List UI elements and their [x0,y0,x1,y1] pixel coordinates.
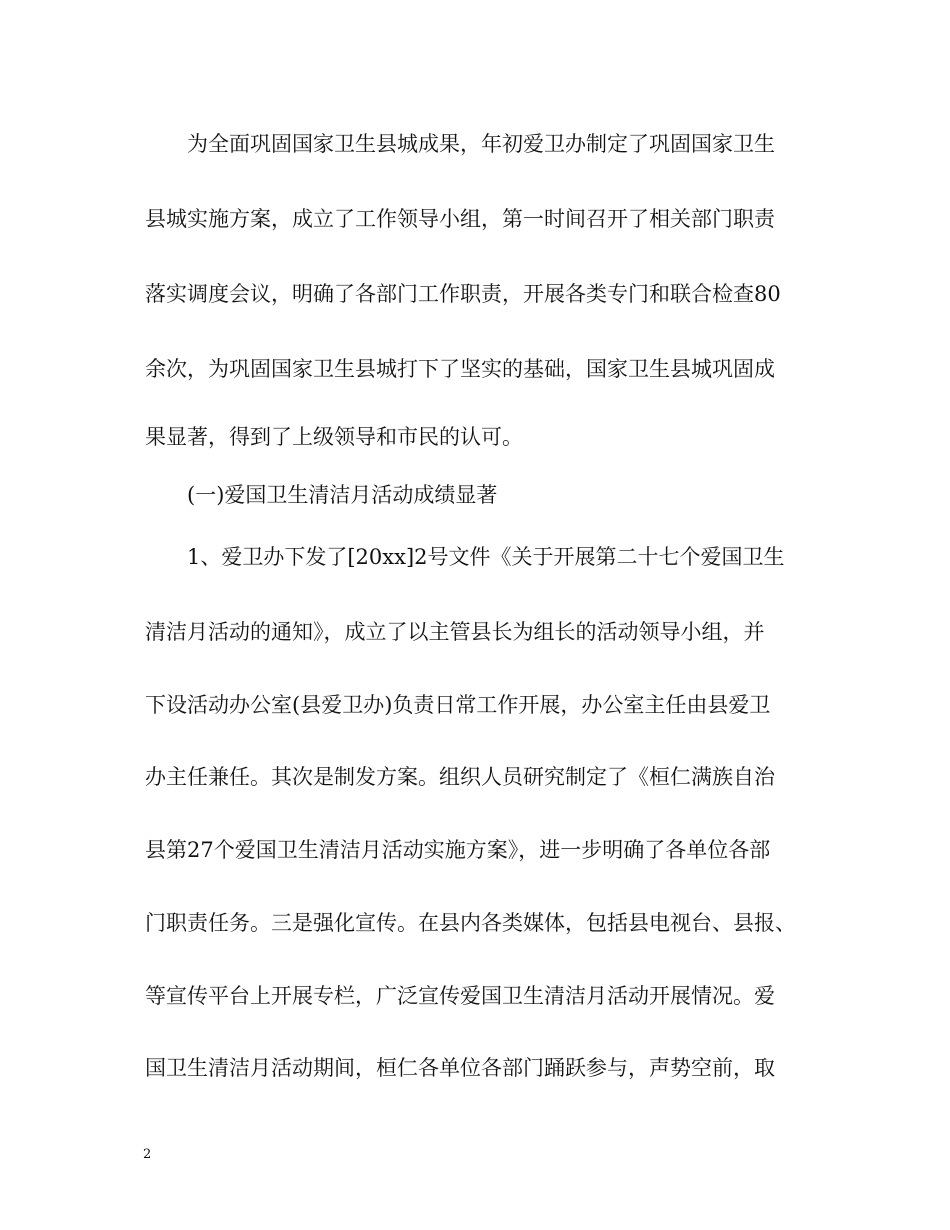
paragraph-line: 县第27个爱国卫生清洁月活动实施方案》，进一步明确了各单位各部 [145,838,771,862]
paragraph-line: 等宣传平台上开展专栏，广泛宣传爱国卫生清洁月活动开展情况。爱 [145,984,775,1008]
paragraph-line: 1、爱卫办下发了[20xx]2号文件《关于开展第二十七个爱国卫生 [187,545,785,569]
paragraph-line: 下设活动办公室(县爱卫办)负责日常工作开展，办公室主任由县爱卫 [145,693,771,717]
paragraph-line: 办主任兼任。其次是制发方案。组织人员研究制定了《桓仁满族自治 [145,765,775,789]
paragraph-line: 清洁月活动的通知》，成立了以主管县长为组长的活动领导小组，并 [145,620,765,644]
paragraph-line: 为全面巩固国家卫生县城成果，年初爱卫办制定了巩固国家卫生 [187,132,775,156]
paragraph-line: 门职责任务。三是强化宣传。在县内各类媒体，包括县电视台、县报、 [145,911,796,935]
paragraph-line: 落实调度会议，明确了各部门工作职责，开展各类专门和联合检查80 [145,282,781,306]
paragraph-line: 国卫生清洁月活动期间，桓仁各单位各部门踊跃参与，声势空前，取 [145,1056,775,1080]
page-number: 2 [143,1147,152,1162]
paragraph-line: 果显著，得到了上级领导和市民的认可。 [145,425,523,449]
paragraph-line: 县城实施方案，成立了工作领导小组，第一时间召开了相关部门职责 [145,207,775,231]
paragraph-line: 余次，为巩固国家卫生县城打下了坚实的基础，国家卫生县城巩固成 [145,357,775,381]
section-heading: (一)爱国卫生清洁月活动成绩显著 [187,483,498,507]
